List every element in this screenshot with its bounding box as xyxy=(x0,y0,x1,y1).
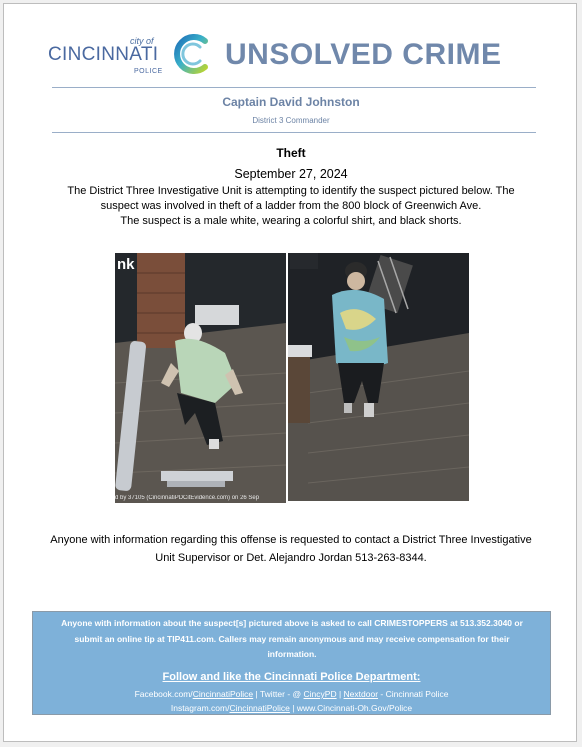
surveillance-scene-2 xyxy=(288,253,469,501)
twitter-separator: | Twitter - @ xyxy=(253,689,304,699)
header-divider-top xyxy=(52,87,536,88)
nextdoor-link[interactable]: Nextdoor xyxy=(343,689,379,699)
facebook-link[interactable]: CincinnatiPolice xyxy=(192,689,254,699)
logo-city-name: CINCINNATI xyxy=(48,44,159,65)
nextdoor-separator: | xyxy=(336,689,344,699)
crime-description-main: The District Three Investigative Unit is attempting to identify the suspect pictured below. The suspect was involved in theft of a ladder from the 800 block of Greenwich Ave. xyxy=(67,185,515,212)
surveillance-photo-1 xyxy=(115,253,286,503)
logo-c-swirl-icon xyxy=(169,31,213,77)
nextdoor-suffix: - Cincinnati Police xyxy=(378,689,449,699)
page-title: UNSOLVED CRIME xyxy=(225,38,502,71)
camera-timestamp: d by 37105 (CincinnatiPDCitEvidence.com) on 26 Sep xyxy=(115,495,260,501)
social-line-2 xyxy=(33,701,550,715)
crime-type: Theft xyxy=(276,146,306,160)
website-link[interactable]: www.Cincinnati-Oh.Gov/Police xyxy=(296,703,413,713)
instagram-link[interactable]: CincinnatiPolice xyxy=(229,703,290,713)
header-divider-bottom xyxy=(52,132,536,133)
flyer-page xyxy=(3,3,577,742)
crime-description xyxy=(58,184,524,229)
logo-city-of: city of xyxy=(130,36,154,46)
instagram-prefix: Instagram.com/ xyxy=(170,703,230,713)
social-links xyxy=(33,687,550,715)
crimestoppers-box xyxy=(32,611,551,715)
commander-name: Captain David Johnston xyxy=(222,95,360,109)
social-line-1 xyxy=(33,687,550,701)
crimestoppers-text: Anyone with information about the suspect[s] pictured above is asked to call CRIMESTOPPERS at 513.352.3040 or submit an online tip at TIP411.com. Callers may remain anonymous and may receive compensation for their information. xyxy=(61,618,523,659)
twitter-link[interactable]: CincyPD xyxy=(303,689,337,699)
commander-title: District 3 Commander xyxy=(252,116,330,125)
surveillance-scene-1 xyxy=(115,253,286,503)
camera-label: nk xyxy=(117,256,135,273)
cincinnati-police-logo xyxy=(48,34,214,80)
website-separator: | xyxy=(289,703,297,713)
crime-description-suspect: The suspect is a male white, wearing a colorful shirt, and black shorts. xyxy=(120,215,462,227)
facebook-prefix: Facebook.com/ xyxy=(134,689,193,699)
follow-heading: Follow and like the Cincinnati Police Department: xyxy=(162,671,421,683)
crime-date: September 27, 2024 xyxy=(234,167,348,181)
surveillance-photo-2 xyxy=(288,253,469,501)
logo-police: POLICE xyxy=(134,68,163,75)
contact-information: Anyone with information regarding this offense is requested to contact a District Three Investigative Unit Supervisor or Det. Alejandro Jordan 513-263-8344. xyxy=(50,534,532,564)
